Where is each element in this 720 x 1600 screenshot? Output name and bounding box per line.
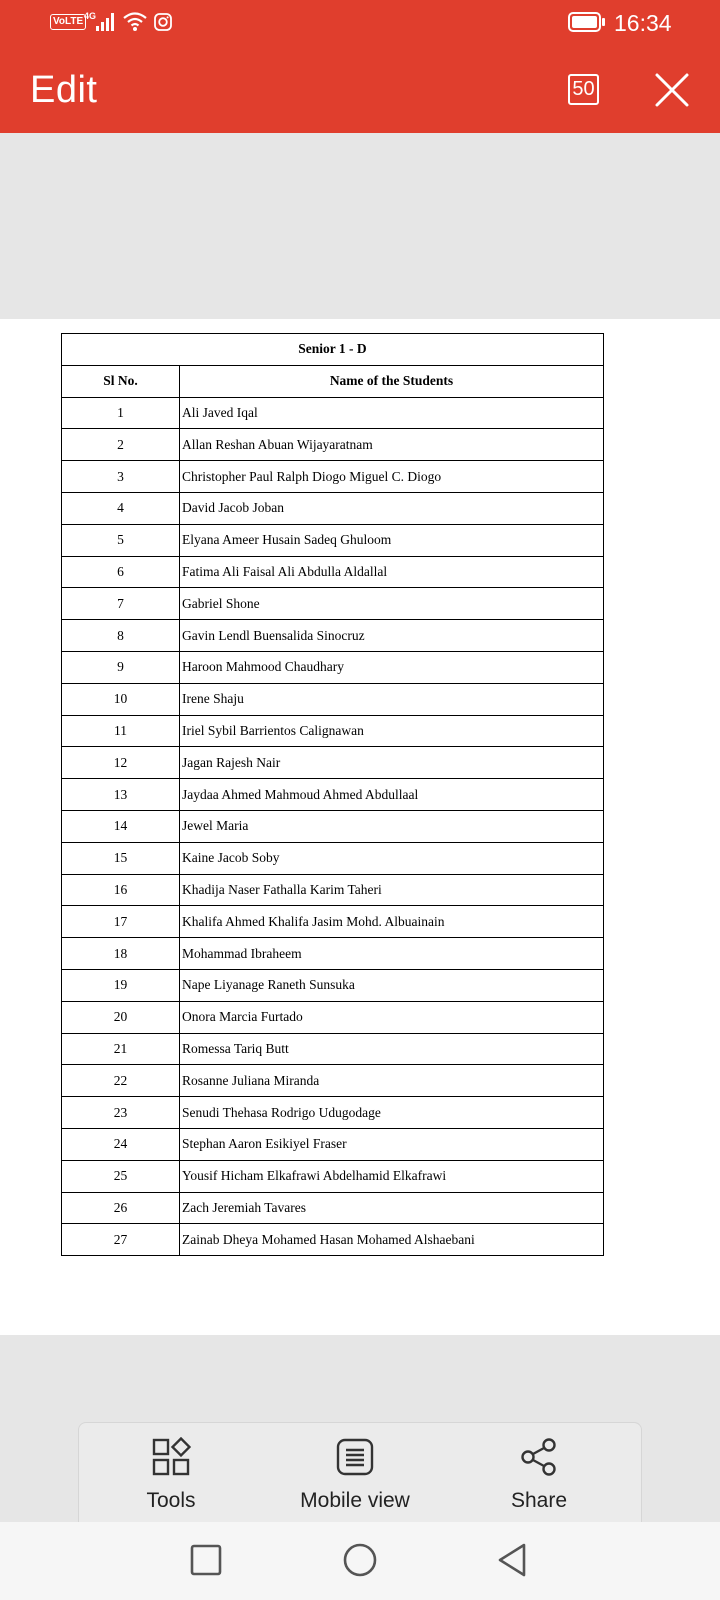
table-row [62,779,604,811]
back-icon[interactable] [494,1542,530,1578]
student-name-cell: Iriel Sybil Barrientos Calignawan [180,715,604,747]
mobile-view-button[interactable] [285,1437,425,1527]
table-row [62,747,604,779]
sl-no-cell: 6 [62,556,180,588]
sl-no-cell: 26 [62,1192,180,1224]
student-name-cell: Khadija Naser Fathalla Karim Taheri [180,874,604,906]
student-name-cell: Haroon Mahmood Chaudhary [180,651,604,683]
sl-no-cell: 11 [62,715,180,747]
sl-no-cell: 5 [62,524,180,556]
student-name-cell: Allan Reshan Abuan Wijayaratnam [180,429,604,461]
student-name-cell: Rosanne Juliana Miranda [180,1065,604,1097]
signal-icon [82,10,118,32]
table-row [62,874,604,906]
table-row [62,969,604,1001]
share-button[interactable] [469,1437,609,1527]
tools-icon [151,1437,191,1477]
sl-no-cell: 9 [62,651,180,683]
tools-button[interactable] [101,1437,241,1527]
table-row [62,1097,604,1129]
student-name-cell: Senudi Thehasa Rodrigo Udugodage [180,1097,604,1129]
sl-no-cell: 13 [62,779,180,811]
sl-no-cell: 3 [62,461,180,493]
table-row [62,1033,604,1065]
header-sl-no: Sl No. [62,365,180,397]
wifi-icon [122,10,148,32]
share-icon [519,1437,559,1477]
tools-label: Tools [146,1489,196,1512]
table-row [62,461,604,493]
sl-no-cell: 25 [62,1160,180,1192]
sl-no-cell: 10 [62,683,180,715]
sl-no-cell: 23 [62,1097,180,1129]
mobile-view-label: Mobile view [300,1489,410,1512]
table-row [62,620,604,652]
table-row [62,651,604,683]
table-row [62,1224,604,1256]
student-name-cell: Nape Liyanage Raneth Sunsuka [180,969,604,1001]
student-name-cell: David Jacob Joban [180,492,604,524]
student-name-cell: Fatima Ali Faisal Ali Abdulla Aldallal [180,556,604,588]
battery-icon [568,12,606,32]
table-title-row [62,334,604,366]
navigation-bar [0,1522,720,1600]
sl-no-cell: 2 [62,429,180,461]
table-row [62,1192,604,1224]
sl-no-cell: 4 [62,492,180,524]
sl-no-cell: 18 [62,938,180,970]
table-row [62,715,604,747]
table-row [62,1065,604,1097]
sl-no-cell: 15 [62,842,180,874]
page-title: Edit [30,69,98,111]
sl-no-cell: 12 [62,747,180,779]
student-name-cell: Elyana Ameer Husain Sadeq Ghuloom [180,524,604,556]
table-row [62,524,604,556]
sl-no-cell: 1 [62,397,180,429]
student-name-cell: Irene Shaju [180,683,604,715]
app-bar [0,0,720,133]
instagram-icon [154,13,172,31]
sl-no-cell: 19 [62,969,180,1001]
table-row [62,492,604,524]
header-student-name: Name of the Students [180,365,604,397]
status-bar [0,0,720,46]
bottom-toolbar [78,1422,642,1532]
student-name-cell: Mohammad Ibraheem [180,938,604,970]
student-name-cell: Kaine Jacob Soby [180,842,604,874]
sl-no-cell: 21 [62,1033,180,1065]
student-name-cell: Christopher Paul Ralph Diogo Miguel C. Diogo [180,461,604,493]
volte-badge: VoLTE [50,14,86,30]
sl-no-cell: 14 [62,810,180,842]
recents-icon[interactable] [188,1542,224,1578]
table-title: Senior 1 - D [62,334,604,366]
sl-no-cell: 17 [62,906,180,938]
sl-no-cell: 27 [62,1224,180,1256]
table-row [62,938,604,970]
table-row [62,810,604,842]
student-name-cell: Yousif Hicham Elkafrawi Abdelhamid Elkafrawi [180,1160,604,1192]
student-name-cell: Khalifa Ahmed Khalifa Jasim Mohd. Albuainain [180,906,604,938]
student-name-cell: Jaydaa Ahmed Mahmoud Ahmed Abdullaal [180,779,604,811]
students-table [61,333,604,1256]
document-page[interactable] [0,319,720,1335]
table-row [62,906,604,938]
sl-no-cell: 7 [62,588,180,620]
student-name-cell: Romessa Tariq Butt [180,1033,604,1065]
student-name-cell: Jagan Rajesh Nair [180,747,604,779]
student-name-cell: Zach Jeremiah Tavares [180,1192,604,1224]
mobile-view-icon [335,1437,375,1477]
sl-no-cell: 24 [62,1128,180,1160]
table-row [62,683,604,715]
share-label: Share [510,1489,568,1512]
table-body [62,397,604,1256]
student-name-cell: Jewel Maria [180,810,604,842]
network-type-label: 4G [84,11,97,21]
status-clock: 16:34 [614,10,672,36]
table-row [62,842,604,874]
table-row [62,588,604,620]
close-icon[interactable] [654,72,690,108]
table-row [62,1001,604,1033]
sl-no-cell: 8 [62,620,180,652]
home-icon[interactable] [342,1542,378,1578]
sl-no-cell: 16 [62,874,180,906]
student-name-cell: Gabriel Shone [180,588,604,620]
student-name-cell: Stephan Aaron Esikiyel Fraser [180,1128,604,1160]
sl-no-cell: 20 [62,1001,180,1033]
table-row [62,1128,604,1160]
student-name-cell: Ali Javed Iqal [180,397,604,429]
sl-no-cell: 22 [62,1065,180,1097]
student-name-cell: Onora Marcia Furtado [180,1001,604,1033]
student-name-cell: Zainab Dheya Mohamed Hasan Mohamed Alshaebani [180,1224,604,1256]
table-row [62,397,604,429]
table-header-row [62,365,604,397]
student-name-cell: Gavin Lendl Buensalida Sinocruz [180,620,604,652]
table-row [62,556,604,588]
table-row [62,429,604,461]
page-count-button[interactable]: 50 [568,74,599,105]
table-row [62,1160,604,1192]
